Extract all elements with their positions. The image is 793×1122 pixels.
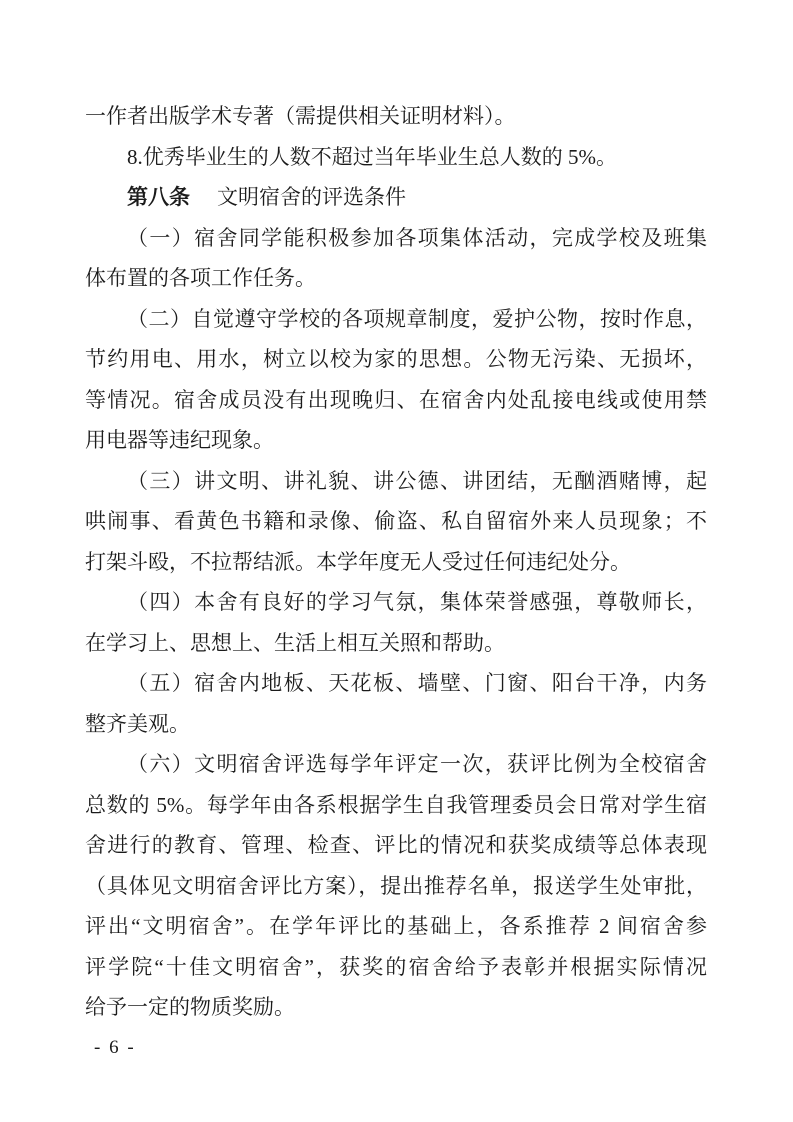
text-line [85,380,707,421]
text-line [85,744,707,785]
text-line [85,461,707,502]
text-line [85,258,707,299]
text-line [85,623,707,664]
article-heading-line [85,177,707,218]
text-segment: 给予一定的物质奖励。 [85,995,295,1019]
text-line [85,582,707,623]
text-segment: 哄闹事、看黄色书籍和录像、偷盗、私自留宿外来人员现象；不 [85,509,707,533]
text-segment: 打架斗殴，不拉帮结派。本学年度无人受过任何违纪处分。 [85,549,631,574]
text-segment: 舍进行的教育、管理、检查、评比的情况和获奖成绩等总体表现 [85,833,707,857]
text-segment: 体布置的各项工作任务。 [85,266,316,290]
text-line [85,218,707,259]
text-line [85,663,707,704]
text-segment: 8.优秀毕业生的人数不超过当年毕业生总人数的 5%。 [127,144,617,169]
text-line [85,825,707,866]
text-line [85,987,707,1028]
text-segment: 评学院“十佳文明宿舍”，获奖的宿舍给予表彰并根据实际情况 [85,954,707,979]
text-line [85,542,707,583]
text-segment: 整齐美观。 [85,711,190,736]
page-number: - 6 - [94,1037,136,1058]
text-segment: 文明宿舍的评选条件 [196,185,406,209]
text-segment: 评出“文明宿舍”。在学年评比的基础上，各系推荐 2 间宿舍参 [85,914,707,938]
text-line [85,299,707,340]
text-line [85,420,707,461]
text-segment: 用电器等违纪现象。 [85,428,274,452]
text-segment: 一作者出版学术专著（需提供相关证明材料）。 [85,104,516,128]
text-segment: 总数的 5%。每学年由各系根据学生自我管理委员会日常对学生宿 [85,792,707,817]
text-line [85,906,707,947]
text-segment: （三）讲文明、讲礼貌、讲公德、讲团结，无酗酒赌博，起 [127,468,707,493]
text-segment: （二）自觉遵守学校的各项规章制度，爱护公物，按时作息， [127,306,707,331]
text-line [85,947,707,988]
text-segment: （具体见文明宿舍评比方案），提出推荐名单，报送学生处审批， [85,873,707,898]
text-segment: （五）宿舍内地板、天花板、墙壁、门窗、阳台干净，内务 [127,671,707,695]
text-segment: 等情况。宿舍成员没有出现晚归、在宿舍内处乱接电线或使用禁 [85,387,707,412]
text-segment: （六）文明宿舍评选每学年评定一次，获评比例为全校宿舍 [127,752,707,776]
text-segment: 在学习上、思想上、生活上相互关照和帮助。 [85,630,505,655]
text-segment: （一）宿舍同学能积极参加各项集体活动，完成学校及班集 [127,225,707,250]
text-line [85,137,707,178]
text-segment: （四）本舍有良好的学习气氛，集体荣誉感强，尊敬师长， [127,590,707,614]
document-body [85,96,707,1028]
text-line [85,866,707,907]
text-line [85,704,707,745]
text-line [85,96,707,137]
text-line [85,785,707,826]
text-line [85,339,707,380]
article-number-label: 第八条 [127,185,190,209]
text-line [85,501,707,542]
text-segment: 节约用电、用水，树立以校为家的思想。公物无污染、无损坏， [85,347,707,371]
